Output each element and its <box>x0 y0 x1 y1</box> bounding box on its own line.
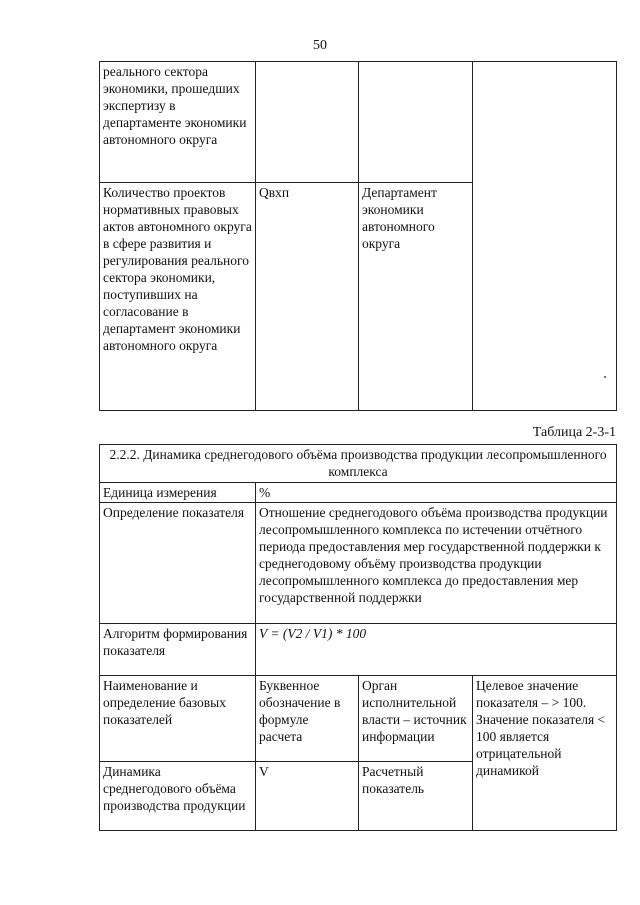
letter-cell: V <box>256 762 359 831</box>
page-number: 50 <box>313 38 327 53</box>
table-row <box>100 624 617 676</box>
definition-label: Определение показателя <box>100 503 256 624</box>
indicator-table-continued <box>99 61 617 411</box>
base-indicator-name-cell: Количество проектов нормативных правовых актов автономного округа в сфере развития и регулирования реального сектора экономики, поступивших на согласование в департамент экономики автономного округа <box>100 183 256 411</box>
algorithm-label: Алгоритм формирования показателя <box>100 624 256 676</box>
unit-value: % <box>256 483 617 503</box>
scan-speck <box>604 376 606 378</box>
table-title: 2.2.2. Динамика среднегодового объёма производства продукции лесопромышленного комплекса <box>100 445 617 483</box>
unit-label: Единица измерения <box>100 483 256 503</box>
source-cell: Расчетный показатель <box>359 762 473 831</box>
definition-value: Отношение среднегодового объёма производства продукции лесопромышленного комплекса по истечении отчётного периода предоставления мер государственной поддержки к среднегодовому объёму производства продукции лесопромышленного комплекса до предоставления мер государственной поддержки <box>256 503 617 624</box>
table-row <box>100 483 617 503</box>
base-indicator-name-cell: Динамика среднегодового объёма производства продукции <box>100 762 256 831</box>
letter-cell <box>256 62 359 183</box>
table-caption: Таблица 2-3-1 <box>532 425 616 440</box>
formula: V = (V2 / V1) * 100 <box>256 624 617 676</box>
target-value-cell <box>473 62 617 411</box>
table-row <box>100 445 617 483</box>
table-row <box>100 676 617 762</box>
source-cell: Департамент экономики автономного округа <box>359 183 473 411</box>
source-cell <box>359 62 473 183</box>
header-base-name: Наименование и определение базовых показателей <box>100 676 256 762</box>
target-value-cell: Целевое значение показателя – > 100. Значение показателя < 100 является отрицательной динамикой <box>473 676 617 831</box>
header-letter: Буквенное обозначение в формуле расчета <box>256 676 359 762</box>
base-indicator-name-cell: реального сектора экономики, прошедших экспертизу в департаменте экономики автономного округа <box>100 62 256 183</box>
table-row <box>100 503 617 624</box>
letter-cell: Qвхп <box>256 183 359 411</box>
header-organ: Орган исполнительной власти – источник информации <box>359 676 473 762</box>
table-row <box>100 62 617 183</box>
indicator-table <box>99 444 617 831</box>
